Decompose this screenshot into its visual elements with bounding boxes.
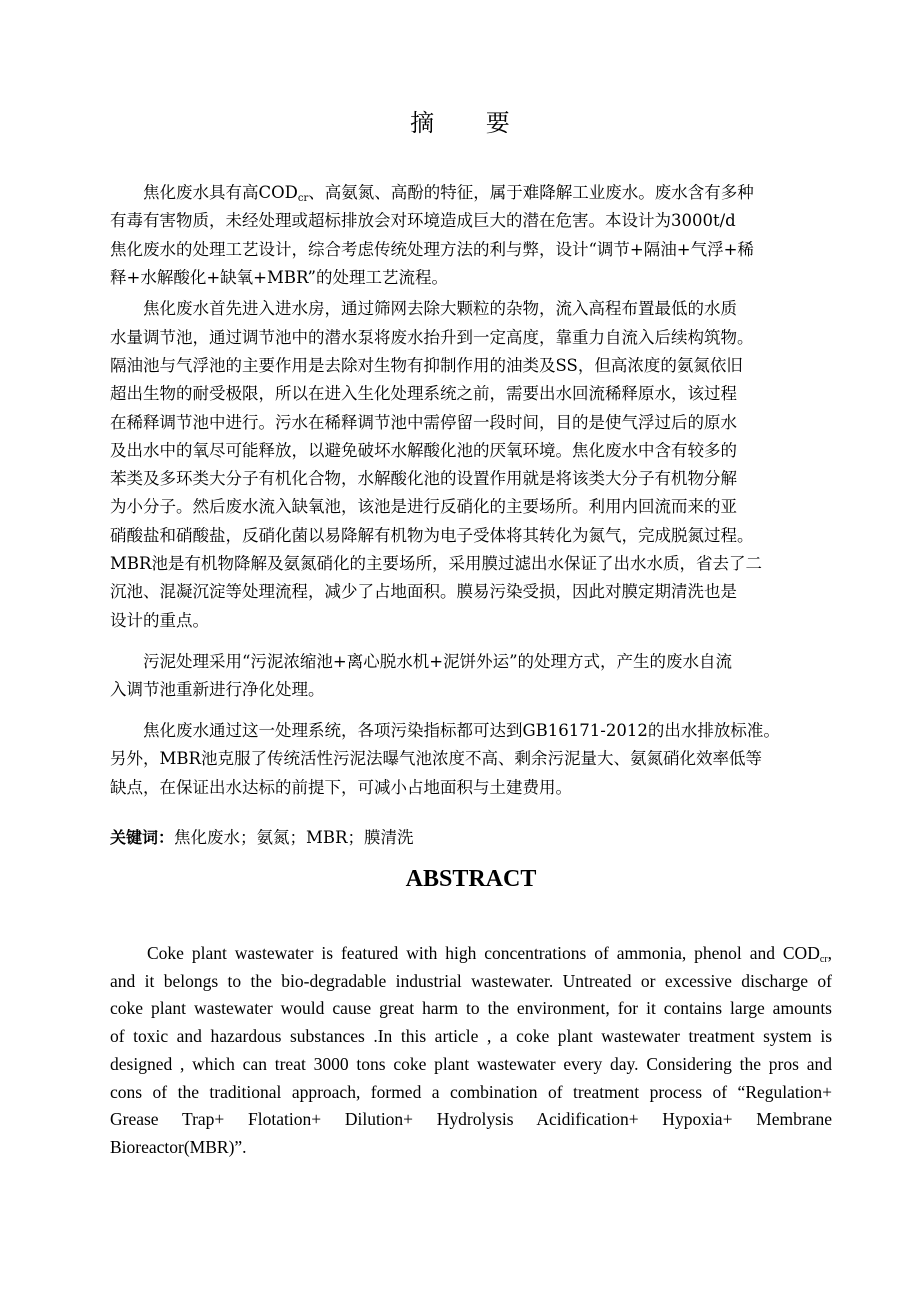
- abstract-cn-p2-line12: 设计的重点。: [110, 611, 209, 630]
- abstract-cn-p2-line3: 隔油池与气浮池的主要作用是去除对生物有抑制作用的油类及SS，但高浓度的氨氮依旧: [110, 356, 743, 375]
- abstract-cn-p1-line3: 焦化废水的处理工艺设计，综合考虑传统处理方法的利与弊，设计“调节+隔油+气浮+稀: [110, 240, 754, 259]
- abstract-cn-p1-line1: 焦化废水具有高$COD_{cr}$、高氨氮、高酚的特征，属于难降解工业废水。废水含有多种: [110, 183, 754, 204]
- abstract-en-line4: of toxic and hazardous substances .In this article , a coke plant wastewater treatment system is: [110, 1026, 832, 1047]
- abstract-en-line3: coke plant wastewater would cause great harm to the environment, for it contains large amounts: [110, 998, 832, 1019]
- abstract-title-cn: 摘 要: [410, 109, 532, 137]
- abstract-cn-p4-line3: 缺点，在保证出水达标的前提下，可减小占地面积与土建费用。: [110, 778, 572, 797]
- abstract-cn-p3-line2: 入调节池重新进行净化处理。: [110, 680, 325, 699]
- abstract-cn-p1-line4: 释+水解酸化+缺氧+MBR”的处理工艺流程。: [110, 268, 448, 287]
- abstract-cn-p2-line10: MBR池是有机物降解及氨氮硝化的主要场所，采用膜过滤出水保证了出水水质，省去了二: [110, 554, 762, 573]
- abstract-cn-p2-line11: 沉池、混凝沉淀等处理流程，减少了占地面积。膜易污染受损，因此对膜定期清洗也是: [110, 582, 737, 601]
- abstract-en-line1: Coke plant wastewater is featured with high concentrations of ammonia, phenol and $COD_{cr}$,: [147, 943, 832, 965]
- keywords: [110, 824, 413, 848]
- abstract-en-line7: Grease Trap+ Flotation+ Dilution+ Hydrolysis Acidification+ Hypoxia+ Membrane: [110, 1109, 832, 1130]
- keywords-label: 关键词：: [110, 828, 175, 847]
- abstract-en-line6: cons of the traditional approach, formed a combination of treatment process of “Regulation+: [110, 1081, 832, 1102]
- abstract-cn-p2-line4: 超出生物的耐受极限，所以在进入生化处理系统之前，需要出水回流稀释原水，该过程: [110, 384, 737, 403]
- keywords-text: 焦化废水；氨氮；MBR；膜清洗: [174, 828, 414, 847]
- abstract-en-line2: and it belongs to the bio-degradable industrial wastewater. Untreated or excessive discharge of: [110, 970, 832, 991]
- abstract-cn-p4-line2: 另外，MBR池克服了传统活性污泥法曝气池浓度不高、剩余污泥量大、氨氮硝化效率低等: [110, 749, 762, 768]
- abstract-cn-p2-line9: 硝酸盐和硝酸盐，反硝化菌以易降解有机物为电子受体将其转化为氮气，完成脱氮过程。: [110, 526, 754, 545]
- abstract-title-en: ABSTRACT: [405, 866, 537, 892]
- abstract-en-line5: designed , which can treat 3000 tons coke plant wastewater every day. Considering the pros and: [110, 1053, 832, 1074]
- abstract-en-paragraph: [110, 940, 832, 1162]
- abstract-cn-p2-line7: 苯类及多环类大分子有机化合物，水解酸化池的设置作用就是将该类大分子有机物分解: [110, 469, 737, 488]
- abstract-cn-p2-line1: 焦化废水首先进入进水房，通过筛网去除大颗粒的杂物，流入高程布置最低的水质: [110, 299, 737, 318]
- abstract-en-line8: Bioreactor(MBR)”.: [110, 1136, 247, 1157]
- abstract-cn-p3-line1: 污泥处理采用“污泥浓缩池+离心脱水机+泥饼外运”的处理方式，产生的废水自流: [110, 652, 733, 671]
- abstract-cn-p2-line5: 在稀释调节池中进行。污水在稀释调节池中需停留一段时间，目的是使气浮过后的原水: [110, 413, 737, 432]
- abstract-cn-p1-line2: 有毒有害物质，未经处理或超标排放会对环境造成巨大的潜在危害。本设计为3000t/d: [110, 211, 736, 230]
- abstract-cn-p2-line6: 及出水中的氧尽可能释放，以避免破坏水解酸化池的厌氧环境。焦化废水中含有较多的: [110, 441, 737, 460]
- abstract-cn-p2-line2: 水量调节池，通过调节池中的潜水泵将废水抬升到一定高度，靠重力自流入后续构筑物。: [110, 328, 754, 347]
- abstract-cn-p2-line8: 为小分子。然后废水流入缺氧池，该池是进行反硝化的主要场所。利用内回流而来的亚: [110, 497, 737, 516]
- abstract-cn-p4-line1: 焦化废水通过这一处理系统，各项污染指标都可达到GB16171-2012的出水排放标准。: [110, 721, 780, 740]
